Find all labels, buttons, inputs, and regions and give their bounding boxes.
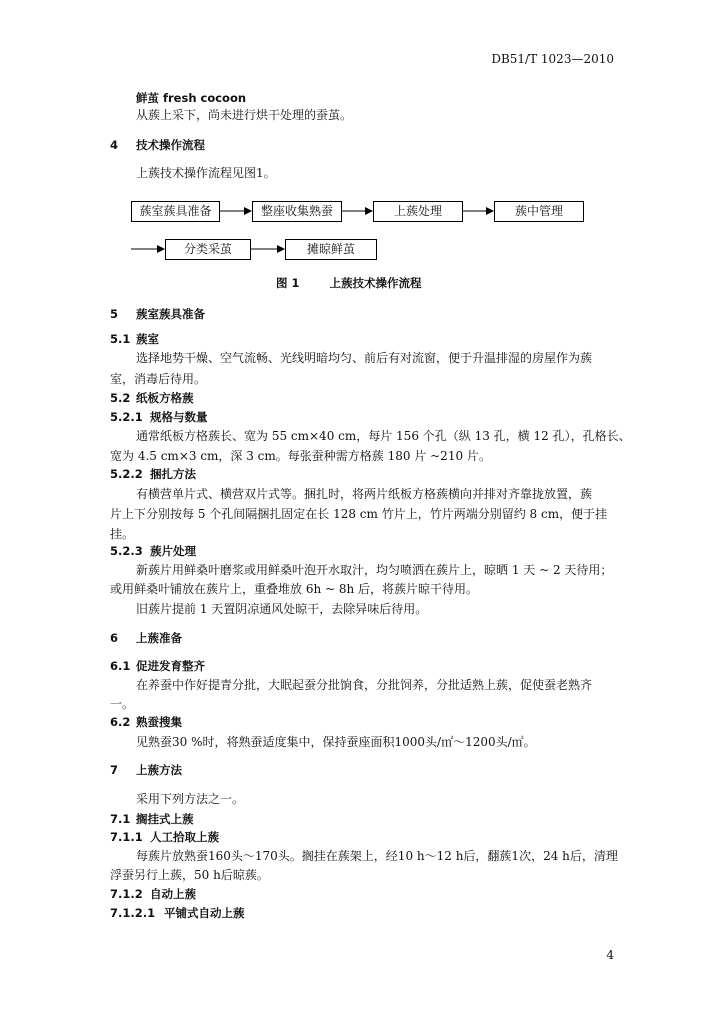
paragraph-line: 有横营单片式、横营双片式等。捆扎时，将两片纸板方格蔟横向并排对齐靠拢放置，蔟 <box>136 487 593 501</box>
subsection-title: 蔟室 <box>136 332 160 346</box>
subsection-6-1-heading <box>110 658 205 674</box>
subsection-7-1-2-heading <box>110 886 196 902</box>
section-4-intro: 上蔟技术操作流程见图1。 <box>136 166 276 180</box>
subsection-title: 规格与数量 <box>150 410 208 424</box>
subsection-title: 熟蚕搜集 <box>136 715 183 729</box>
subsection-title: 搁挂式上蔟 <box>136 812 194 826</box>
flow-box-mounting: 上蔟处理 <box>373 201 463 222</box>
subsection-6-2-heading <box>110 714 182 730</box>
subsection-number: 5.1 <box>110 332 131 346</box>
subsection-number: 5.2 <box>110 391 131 405</box>
paragraph-line: 通常纸板方格蔟长、宽为 55 cm×40 cm，每片 156 个孔（纵 13 孔，横 12 孔），孔格长、 <box>136 429 631 443</box>
subsection-number: 7.1.2.1 <box>110 906 156 920</box>
paragraph-line: 片上下分别按每 5 个孔间隔捆扎固定在长 128 cm 竹片上，竹片两端分别留约 8 cm，便于挂 <box>110 507 608 521</box>
paragraph-line: 在养蚕中作好提青分批，大眠起蚕分批饷食，分批饲养，分批适熟上蔟，促使蚕老熟齐 <box>136 678 593 692</box>
paragraph-line: 新蔟片用鲜桑叶磨浆或用鲜桑叶泡开水取汁，均匀喷洒在蔟片上，晾晒 1 天 ~ 2 天待用； <box>136 563 613 577</box>
section-number: 7 <box>110 763 119 777</box>
subsection-5-2-1-heading <box>110 409 208 425</box>
subsection-7-1-2-1-heading <box>110 905 245 921</box>
subsection-number: 6.2 <box>110 715 131 729</box>
section-number: 5 <box>110 307 119 321</box>
subsection-number: 7.1.1 <box>110 830 143 844</box>
section-title: 技术操作流程 <box>136 138 206 152</box>
paragraph-line: 室，消毒后待用。 <box>110 372 207 386</box>
subsection-5-2-3-heading <box>110 543 196 559</box>
subsection-title: 平铺式自动上蔟 <box>164 906 245 920</box>
subsection-number: 5.2.3 <box>110 544 143 558</box>
section-title: 蔟室蔟具准备 <box>136 307 206 321</box>
section-title: 上蔟方法 <box>136 763 183 777</box>
paragraph-line: 旧蔟片提前 1 天置阴凉通风处晾干，去除异味后待用。 <box>136 602 428 616</box>
section-5-heading <box>110 306 205 322</box>
subsection-number: 7.1 <box>110 812 131 826</box>
term-definition: 从蔟上采下，尚未进行烘干处理的蚕茧。 <box>136 108 353 122</box>
paragraph-line: 每蔟片放熟蚕160头～170头。搁挂在蔟架上，经10 h～12 h后，翻蔟1次，24 h后，清理 <box>136 849 618 863</box>
section-number: 6 <box>110 631 119 645</box>
flow-arrows <box>0 0 724 300</box>
figure-label: 图 1 <box>276 276 300 290</box>
section-title: 上蔟准备 <box>136 631 183 645</box>
paragraph-line: 选择地势干燥、空气流畅、光线明暗均匀、前后有对流窗，便于升温排湿的房屋作为蔟 <box>136 351 593 365</box>
subsection-title: 蔟片处理 <box>150 544 197 558</box>
term-title: 鲜茧 fresh cocoon <box>136 91 247 105</box>
subsection-title: 人工拾取上蔟 <box>150 830 220 844</box>
section-number: 4 <box>110 138 119 152</box>
subsection-5-2-2-heading <box>110 466 196 482</box>
subsection-title: 捆扎方法 <box>150 467 197 481</box>
subsection-number: 7.1.2 <box>110 887 143 901</box>
paragraph-line: 或用鲜桑叶铺放在蔟片上，重叠堆放 6h ~ 8h 后，将蔟片晾干待用。 <box>110 582 479 596</box>
section-7-intro: 采用下列方法之一。 <box>136 792 245 806</box>
subsection-title: 纸板方格蔟 <box>136 391 194 405</box>
subsection-number: 5.2.2 <box>110 467 143 481</box>
page-number: 4 <box>606 948 614 962</box>
subsection-number: 6.1 <box>110 659 131 673</box>
section-6-heading <box>110 630 182 646</box>
document-code: DB51/T 1023—2010 <box>491 52 614 66</box>
subsection-7-1-heading <box>110 811 194 827</box>
flow-box-spread-cocoons: 摊晾鲜茧 <box>285 239 377 260</box>
paragraph-line: 宽为 4.5 cm×3 cm，深 3 cm。每张蚕种需方格蔟 180 片 ~210 片。 <box>110 449 491 463</box>
paragraph-line: 浮蚕另行上蔟，50 h后晾蔟。 <box>110 868 269 882</box>
subsection-title: 自动上蔟 <box>150 887 197 901</box>
subsection-5-1-heading <box>110 331 159 347</box>
subsection-7-1-1-heading <box>110 829 219 845</box>
flow-box-harvest: 分类采茧 <box>165 239 251 260</box>
flow-box-collect-silkworms: 整座收集熟蚕 <box>252 201 342 222</box>
subsection-number: 5.2.1 <box>110 410 143 424</box>
subsection-5-2-heading <box>110 390 194 406</box>
flow-box-management: 蔟中管理 <box>494 201 584 222</box>
figure-title: 上蔟技术操作流程 <box>329 276 422 290</box>
paragraph-line: 一。 <box>110 697 135 711</box>
paragraph-line: 见熟蚕30 %时，将熟蚕适度集中，保持蚕座面积1000头/㎡～1200头/㎡。 <box>136 735 536 749</box>
subsection-title: 促进发育整齐 <box>136 659 206 673</box>
paragraph-line: 挂。 <box>110 527 135 541</box>
section-7-heading <box>110 762 182 778</box>
figure-caption <box>276 275 422 291</box>
flow-box-prepare-room: 蔟室蔟具准备 <box>131 201 220 222</box>
